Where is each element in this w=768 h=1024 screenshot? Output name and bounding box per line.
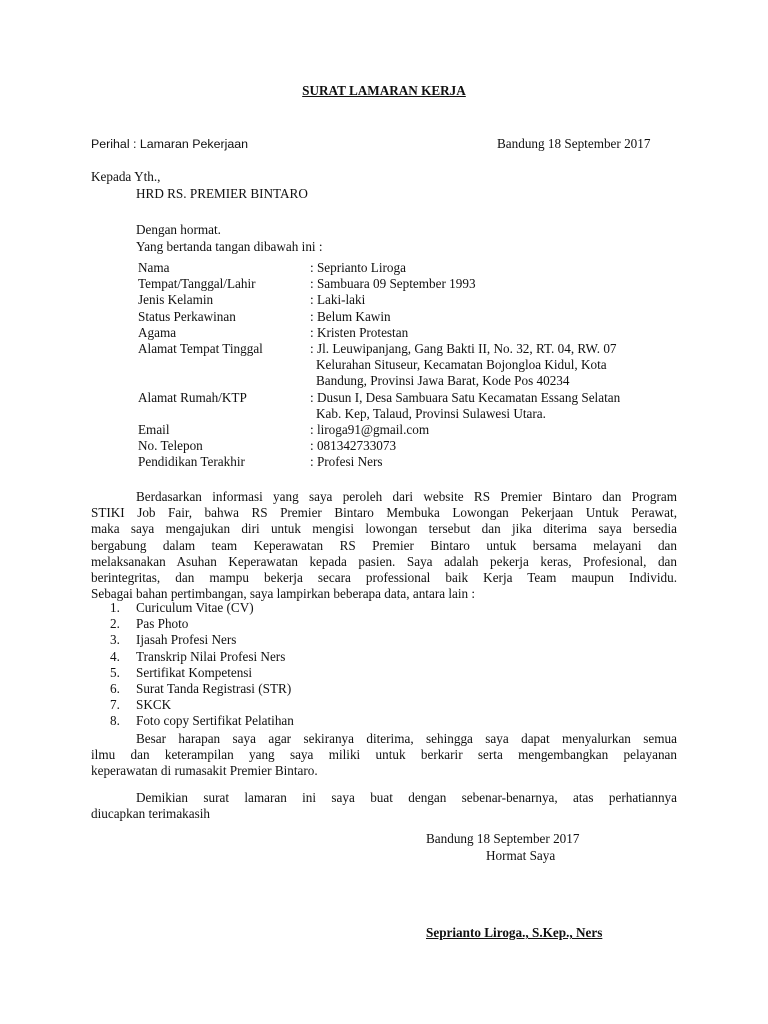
identity-value — [310, 260, 683, 276]
identity-row — [138, 325, 683, 341]
list-item-text: Curiculum Vitae (CV) — [136, 600, 254, 615]
identity-row — [138, 260, 683, 276]
list-item-number: 6. — [110, 681, 120, 697]
list-item — [110, 665, 294, 681]
identity-row — [138, 292, 683, 308]
paragraph-line: maka saya mengajukan diri untuk mengisi lowongan tersebut dan jika diterima saya bersedia — [91, 521, 677, 537]
identity-row — [138, 309, 683, 325]
identity-label: No. Telepon — [138, 438, 203, 454]
list-item-text: Foto copy Sertifikat Pelatihan — [136, 713, 294, 729]
addressee-label: Kepada Yth., — [91, 169, 161, 184]
identity-colon — [302, 341, 310, 390]
identity-row — [138, 454, 683, 470]
paragraph-line: keperawatan di rumasakit Premier Bintaro. — [91, 763, 318, 779]
identity-colon — [302, 422, 310, 438]
identity-value-line: : Seprianto Liroga — [310, 260, 406, 275]
identity-label: Agama — [138, 324, 177, 340]
identity-label: Alamat Rumah/KTP — [138, 389, 247, 405]
list-item-number: 8. — [110, 713, 120, 729]
letter-title: SURAT LAMARAN KERJA — [302, 83, 466, 98]
identity-row — [138, 422, 683, 438]
identity-value-line: : Profesi Ners — [310, 454, 383, 470]
identity-value — [310, 292, 683, 308]
list-item-number: 2. — [110, 616, 120, 632]
identity-value — [310, 325, 683, 341]
identity-value-line: Kab. Kep, Talaud, Provinsi Sulawesi Utara. — [316, 405, 546, 421]
identity-label: Nama — [138, 260, 170, 275]
list-item-text: Sertifikat Kompetensi — [136, 664, 253, 680]
identity-label: Email — [138, 422, 170, 438]
identity-value-line: Bandung, Provinsi Jawa Barat, Kode Pos 40234 — [316, 373, 570, 389]
paragraph-application — [91, 489, 677, 602]
identity-value-line: : Jl. Leuwipanjang, Gang Bakti II, No. 32, RT. 04, RW. 07 — [310, 341, 617, 357]
paragraph-hope — [91, 731, 677, 780]
identity-colon — [302, 260, 310, 276]
identity-value — [310, 309, 683, 325]
identity-colon — [302, 325, 310, 341]
paragraph-line: diucapkan terimakasih — [91, 806, 211, 822]
identity-table — [138, 260, 683, 471]
identity-colon — [302, 454, 310, 470]
identity-value-line: : Dusun I, Desa Sambuara Satu Kecamatan Essang Selatan — [310, 389, 621, 405]
identity-row — [138, 276, 683, 292]
list-item — [110, 713, 294, 729]
paragraph-line: bergabung dalam team Keperawatan RS Premier Bintaro untuk bersama melayani dan — [91, 537, 677, 553]
identity-row — [138, 390, 683, 422]
paragraph-line: melaksanakan Asuhan Keperawatan kepada pasien. Saya adalah pekerja keras, Profesional, dan — [91, 553, 677, 569]
list-item-text: Pas Photo — [136, 616, 189, 632]
identity-row — [138, 438, 683, 454]
identity-value — [310, 341, 683, 390]
attachment-list — [110, 600, 294, 730]
list-item-number: 4. — [110, 648, 120, 664]
identity-value-line: : Sambuara 09 September 1993 — [310, 276, 476, 292]
list-item — [110, 616, 294, 632]
list-item — [110, 600, 294, 616]
paragraph-line: Besar harapan saya agar sekiranya diterima, sehingga saya dapat menyalurkan semua — [136, 731, 677, 746]
identity-colon — [302, 438, 310, 454]
paragraph-line: ilmu dan keterampilan yang saya miliki untuk berkarir serta mengembangkan pelayanan — [91, 747, 677, 763]
identity-label: Status Perkawinan — [138, 308, 236, 324]
paragraph-line: Sebagai bahan pertimbangan, saya lampirkan beberapa data, antara lain : — [91, 586, 476, 602]
identity-label: Jenis Kelamin — [138, 292, 214, 308]
identity-value-line: : liroga91@gmail.com — [310, 422, 430, 438]
identity-label: Tempat/Tanggal/Lahir — [138, 276, 256, 292]
recipient: HRD RS. PREMIER BINTARO — [136, 186, 308, 201]
identity-value-line: : Belum Kawin — [310, 308, 391, 324]
identity-label: Alamat Tempat Tinggal — [138, 341, 263, 357]
identity-value — [310, 422, 683, 438]
list-item-text: Transkrip Nilai Profesi Ners — [136, 648, 286, 664]
intro-line: Yang bertanda tangan dibawah ini : — [136, 239, 323, 254]
list-item-number: 5. — [110, 664, 120, 680]
paragraph-line: STIKI Job Fair, bahwa RS Premier Bintaro Membuka Lowongan Pekerjaan Untuk Perawat, — [91, 505, 677, 521]
signature-place-date: Bandung 18 September 2017 — [426, 831, 580, 846]
list-item — [110, 681, 294, 697]
signature-closing: Hormat Saya — [486, 848, 556, 863]
identity-value — [310, 438, 683, 454]
list-item — [110, 697, 294, 713]
paragraph-line: berintegritas, dan mampu bekerja secara professional baik Kerja Team maupun Individu. — [91, 570, 677, 586]
paragraph-closing — [91, 790, 677, 822]
identity-value-line: : Kristen Protestan — [310, 324, 409, 340]
identity-colon — [302, 390, 310, 422]
identity-value-line: : 081342733073 — [310, 438, 397, 454]
identity-colon — [302, 276, 310, 292]
identity-row — [138, 341, 683, 390]
list-item — [110, 632, 294, 648]
paragraph-line: Berdasarkan informasi yang saya peroleh dari website RS Premier Bintaro dan Program — [136, 489, 677, 504]
identity-value — [310, 454, 683, 470]
identity-colon — [302, 292, 310, 308]
identity-label: Pendidikan Terakhir — [138, 454, 245, 470]
signature-name: Seprianto Liroga., S.Kep., Ners — [426, 925, 603, 940]
list-item-text: SKCK — [136, 697, 172, 713]
identity-colon — [302, 309, 310, 325]
place-date-top: Bandung 18 September 2017 — [497, 136, 651, 151]
subject-line: Perihal : Lamaran Pekerjaan — [91, 137, 249, 151]
identity-value — [310, 276, 683, 292]
identity-value — [310, 390, 683, 422]
list-item-number: 7. — [110, 697, 120, 713]
greeting: Dengan hormat. — [136, 222, 221, 237]
list-item-number: 3. — [110, 632, 120, 648]
list-item — [110, 649, 294, 665]
paragraph-line: Demikian surat lamaran ini saya buat dengan sebenar-benarnya, atas perhatiannya — [136, 790, 677, 805]
list-item-number: 1. — [110, 600, 120, 615]
list-item-text: Ijasah Profesi Ners — [136, 632, 237, 648]
list-item-text: Surat Tanda Registrasi (STR) — [136, 681, 292, 697]
identity-value-line: Kelurahan Situseur, Kecamatan Bojongloa Kidul, Kota — [316, 357, 607, 373]
identity-value-line: : Laki-laki — [310, 292, 366, 308]
